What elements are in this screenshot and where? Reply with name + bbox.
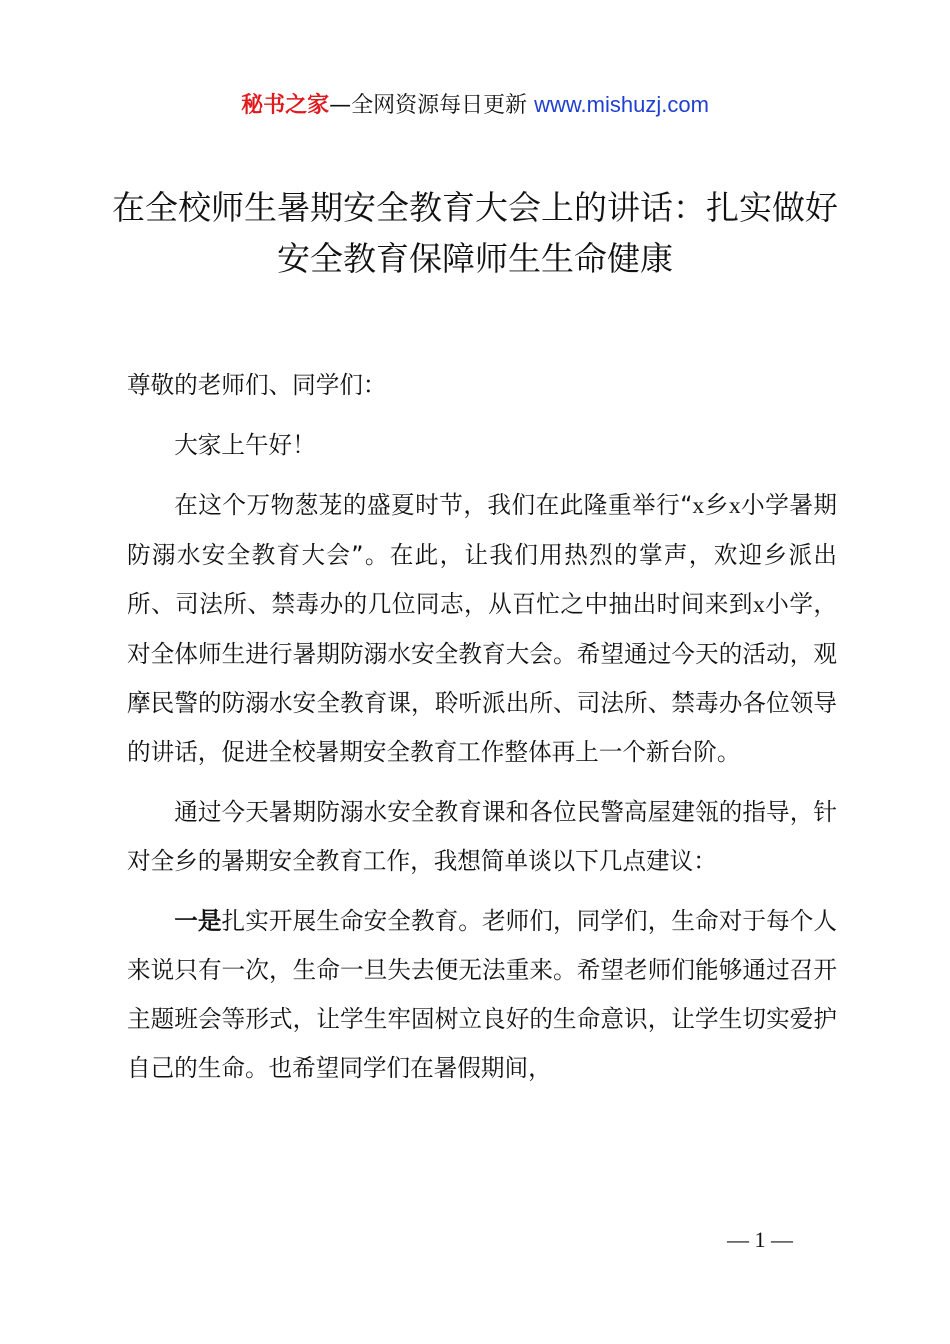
placeholder-x: x — [728, 493, 741, 519]
paragraph-1-text-d: 小学，对全体师生进行暑期防溺水安全教育大会。希望通过今天的活动，观摩民警的防溺水安全教育课，聆听派出所、司法所、禁毒办各位领导的讲话，促进全校暑期安全教育工作整体再上一个新台阶。 — [127, 590, 838, 766]
placeholder-x: x — [692, 493, 705, 519]
brand-name: 秘书之家 — [241, 93, 330, 118]
header-tagline: —全网资源每日更新 — [329, 93, 535, 118]
paragraph-1-text-a: 在这个万物葱茏的盛夏时节，我们在此隆重举行“ — [174, 491, 693, 519]
site-url-link[interactable]: www.mishuzj.com — [534, 92, 709, 117]
paragraph-3-text: 扎实开展生命安全教育。老师们，同学们，生命对于每个人来说只有一次，生命一旦失去便无法重来。希望老师们能够通过召开主题班会等形式，让学生牢固树立良好的生命意识，让学生切实爱护自己的生命。也希望同学们在暑假期间， — [127, 907, 838, 1082]
site-header — [0, 88, 950, 123]
paragraph-1-text-b: 乡 — [704, 491, 729, 519]
paragraph-3 — [127, 897, 837, 1093]
greeting: 大家上午好！ — [174, 431, 316, 459]
paragraph-2: 通过今天暑期防溺水安全教育课和各位民警高屋建瓴的指导，针对全乡的暑期安全教育工作，我想简单谈以下几点建议： — [127, 798, 837, 875]
paragraph-1-text-c: 小学暑期防溺水安全教育大会”。在此，让我们用热烈的掌声，欢迎乡派出所、司法所、禁毒办的几位同志，从百忙之中抽出时间来到 — [127, 491, 838, 618]
document-title: 在全校师生暑期安全教育大会上的讲话：扎实做好安全教育保障师生生命健康 — [112, 188, 838, 278]
salutation: 尊敬的老师们、同学们： — [127, 371, 387, 399]
placeholder-x: x — [752, 592, 765, 618]
paragraph-3-lead: 一是 — [174, 907, 222, 935]
document-body — [127, 361, 837, 1093]
page-number: — 1 — — [727, 1227, 793, 1252]
paragraph-1 — [127, 481, 837, 777]
